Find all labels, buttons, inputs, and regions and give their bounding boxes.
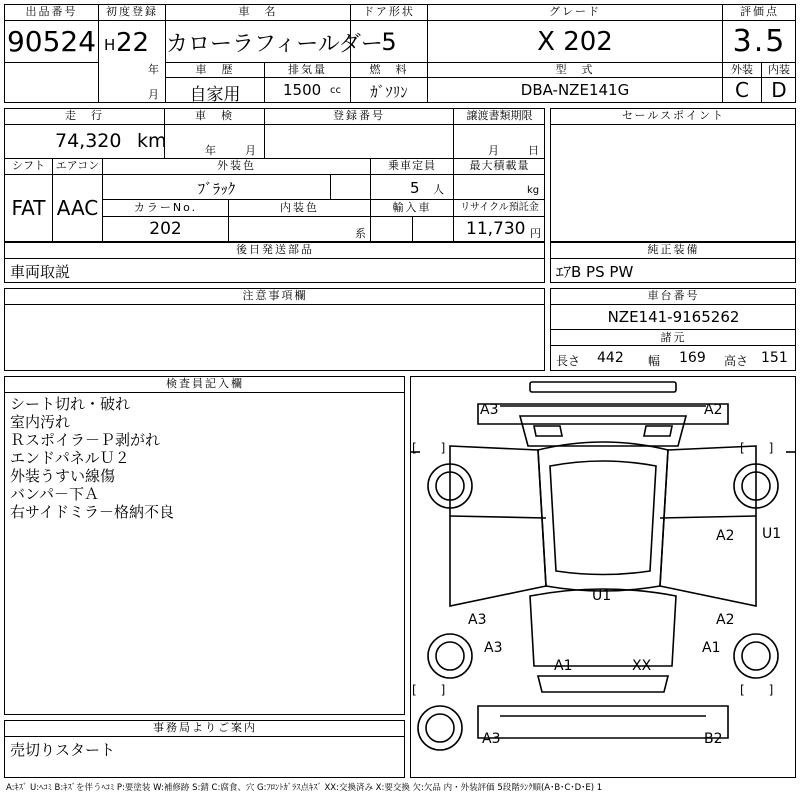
damage-mark: A2 bbox=[716, 612, 735, 628]
inspection-label: 車 検 bbox=[195, 109, 234, 122]
int-color-unit: 系 bbox=[355, 227, 366, 240]
lot-label: 出品番号 bbox=[25, 5, 78, 18]
int-grade-label: 内装 bbox=[768, 63, 790, 76]
fuel-label: 燃 料 bbox=[369, 63, 409, 76]
office-value: 売切りスタート bbox=[10, 741, 116, 759]
accessories-value: 車両取説 bbox=[10, 263, 71, 281]
damage-mark: A1 bbox=[554, 658, 573, 674]
bracket-mark: [ ] bbox=[412, 441, 446, 455]
inspection-month-unit: 月 bbox=[245, 144, 256, 157]
chassis-label: 車台番号 bbox=[647, 289, 700, 302]
type-code: DBA-NZE141G bbox=[520, 81, 630, 99]
genuine-value: ｴｱB PS PW bbox=[556, 263, 634, 281]
damage-mark: B2 bbox=[704, 731, 723, 747]
reg-year: 22 bbox=[116, 28, 150, 58]
damage-mark: A3 bbox=[484, 640, 503, 656]
mileage-label: 走 行 bbox=[65, 109, 104, 122]
history-value: 自家用 bbox=[189, 85, 241, 105]
inspector-lines bbox=[10, 395, 174, 521]
damage-mark: A3 bbox=[480, 402, 499, 418]
height-value: 151 bbox=[761, 350, 788, 366]
model-name: カローラフィールダー bbox=[166, 32, 383, 57]
dims-label: 諸元 bbox=[660, 331, 687, 344]
capacity-value: 5 bbox=[410, 179, 420, 197]
inspector-line: バンパ－下Ａ bbox=[10, 485, 99, 503]
sales-point-box bbox=[550, 108, 796, 242]
mileage-unit: km bbox=[137, 130, 167, 152]
import-label: 輸入車 bbox=[392, 201, 432, 214]
color-no-label: カラーNo. bbox=[133, 201, 198, 214]
max-load-unit: kg bbox=[527, 185, 540, 196]
length-value: 442 bbox=[597, 350, 624, 366]
recycle-label: リサイクル預託金 bbox=[460, 202, 539, 213]
grade-label: グレード bbox=[549, 5, 601, 18]
displacement-unit: cc bbox=[330, 85, 341, 96]
inspector-line: 外装うすい線傷 bbox=[10, 467, 116, 485]
fuel-value: ｶﾞｿﾘﾝ bbox=[370, 83, 408, 101]
transfer-month-unit: 月 bbox=[488, 144, 499, 157]
inspection-year-unit: 年 bbox=[205, 144, 216, 157]
inspector-label: 検査員記入欄 bbox=[166, 377, 244, 390]
transfer-doc-label: 譲渡書類期限 bbox=[466, 109, 533, 122]
car-diagram bbox=[410, 376, 796, 778]
damage-mark: U1 bbox=[592, 588, 612, 604]
score-label: 評価点 bbox=[740, 5, 779, 18]
ext-color-value: ﾌﾞﾗｯｸ bbox=[197, 180, 236, 198]
bracket-mark: [ ] bbox=[740, 683, 774, 697]
mileage-value: 74,320 bbox=[55, 130, 122, 152]
inspector-line: 室内汚れ bbox=[10, 413, 71, 431]
bracket-mark: [ ] bbox=[740, 441, 774, 455]
vehicle-block bbox=[4, 108, 545, 242]
lot-number: 90524 bbox=[6, 25, 97, 58]
damage-mark: A3 bbox=[482, 731, 501, 747]
type-label: 型 式 bbox=[555, 63, 595, 76]
legend: A:ｷｽﾞ U:ﾍｺﾐ B:ｷｽﾞを伴うﾍｺﾐ P:要塗装 W:補修跡 S:錆 C:腐食、穴 G:ﾌﾛﾝﾄｶﾞﾗｽ点ｷｽﾞ XX:交換済み X:要交換 欠:欠品 内・外装評価 5段階ﾗﾝｸ順(A･B･C･D･E) 1 bbox=[6, 783, 603, 793]
chassis-value: NZE141-9165262 bbox=[607, 308, 740, 326]
transfer-day-unit: 日 bbox=[528, 144, 539, 157]
score-value: 3.5 bbox=[732, 24, 787, 59]
length-label: 長さ bbox=[556, 354, 581, 368]
inspector-line: エンドパネルＵ２ bbox=[10, 449, 130, 467]
width-label: 幅 bbox=[648, 354, 661, 368]
capacity-unit: 人 bbox=[433, 183, 444, 196]
width-value: 169 bbox=[679, 350, 706, 366]
model-label: 車 名 bbox=[238, 5, 278, 18]
color-no-value: 202 bbox=[149, 219, 182, 239]
int-color-label: 内装色 bbox=[280, 201, 319, 214]
inspector-line: 右サイドミラ－格納不良 bbox=[10, 503, 174, 521]
genuine-label: 純正装備 bbox=[647, 243, 700, 256]
era: H bbox=[104, 36, 116, 54]
reg-no-label: 登録番号 bbox=[333, 109, 385, 122]
ext-grade-value: C bbox=[735, 78, 749, 102]
int-grade-value: D bbox=[771, 78, 787, 102]
sales-point-label: セールスポイント bbox=[621, 109, 725, 122]
accessories-label: 後日発送部品 bbox=[236, 243, 314, 256]
history-label: 車 歴 bbox=[195, 63, 235, 76]
damage-mark: XX bbox=[632, 658, 652, 674]
inspector-line: Ｒスポイラ－Ｐ剥がれ bbox=[10, 431, 161, 449]
ac-value: AAC bbox=[56, 196, 99, 220]
bracket-mark: [ ] bbox=[412, 683, 446, 697]
ext-grade-label: 外装 bbox=[731, 63, 753, 76]
max-load-label: 最大積載量 bbox=[469, 159, 530, 172]
recycle-value: 11,730 bbox=[466, 219, 526, 239]
recycle-unit: 円 bbox=[530, 227, 541, 240]
grade-value: X 202 bbox=[537, 27, 613, 57]
damage-mark: A2 bbox=[716, 528, 735, 544]
shift-value: FAT bbox=[11, 196, 46, 220]
capacity-label: 乗車定員 bbox=[388, 159, 436, 172]
damage-mark: A1 bbox=[702, 640, 721, 656]
damage-mark: A2 bbox=[704, 402, 723, 418]
year-unit: 年 bbox=[148, 63, 159, 76]
door-label: ドア形状 bbox=[363, 5, 415, 18]
displacement-value: 1500 bbox=[283, 81, 322, 99]
month-unit: 月 bbox=[148, 88, 159, 101]
shift-label: シフト bbox=[12, 159, 45, 172]
ac-label: エアコン bbox=[55, 159, 100, 172]
door-type: 5 bbox=[381, 28, 397, 56]
displacement-label: 排気量 bbox=[288, 63, 327, 76]
first-reg-label: 初度登録 bbox=[106, 5, 158, 18]
height-label: 高さ bbox=[724, 354, 749, 368]
ext-color-label: 外装色 bbox=[217, 159, 256, 172]
damage-mark: A3 bbox=[468, 612, 487, 628]
damage-mark: U1 bbox=[762, 526, 782, 542]
notes-label: 注意事項欄 bbox=[242, 289, 308, 302]
office-label: 事務局よりご案内 bbox=[153, 721, 257, 734]
inspector-line: シート切れ・破れ bbox=[10, 395, 131, 413]
